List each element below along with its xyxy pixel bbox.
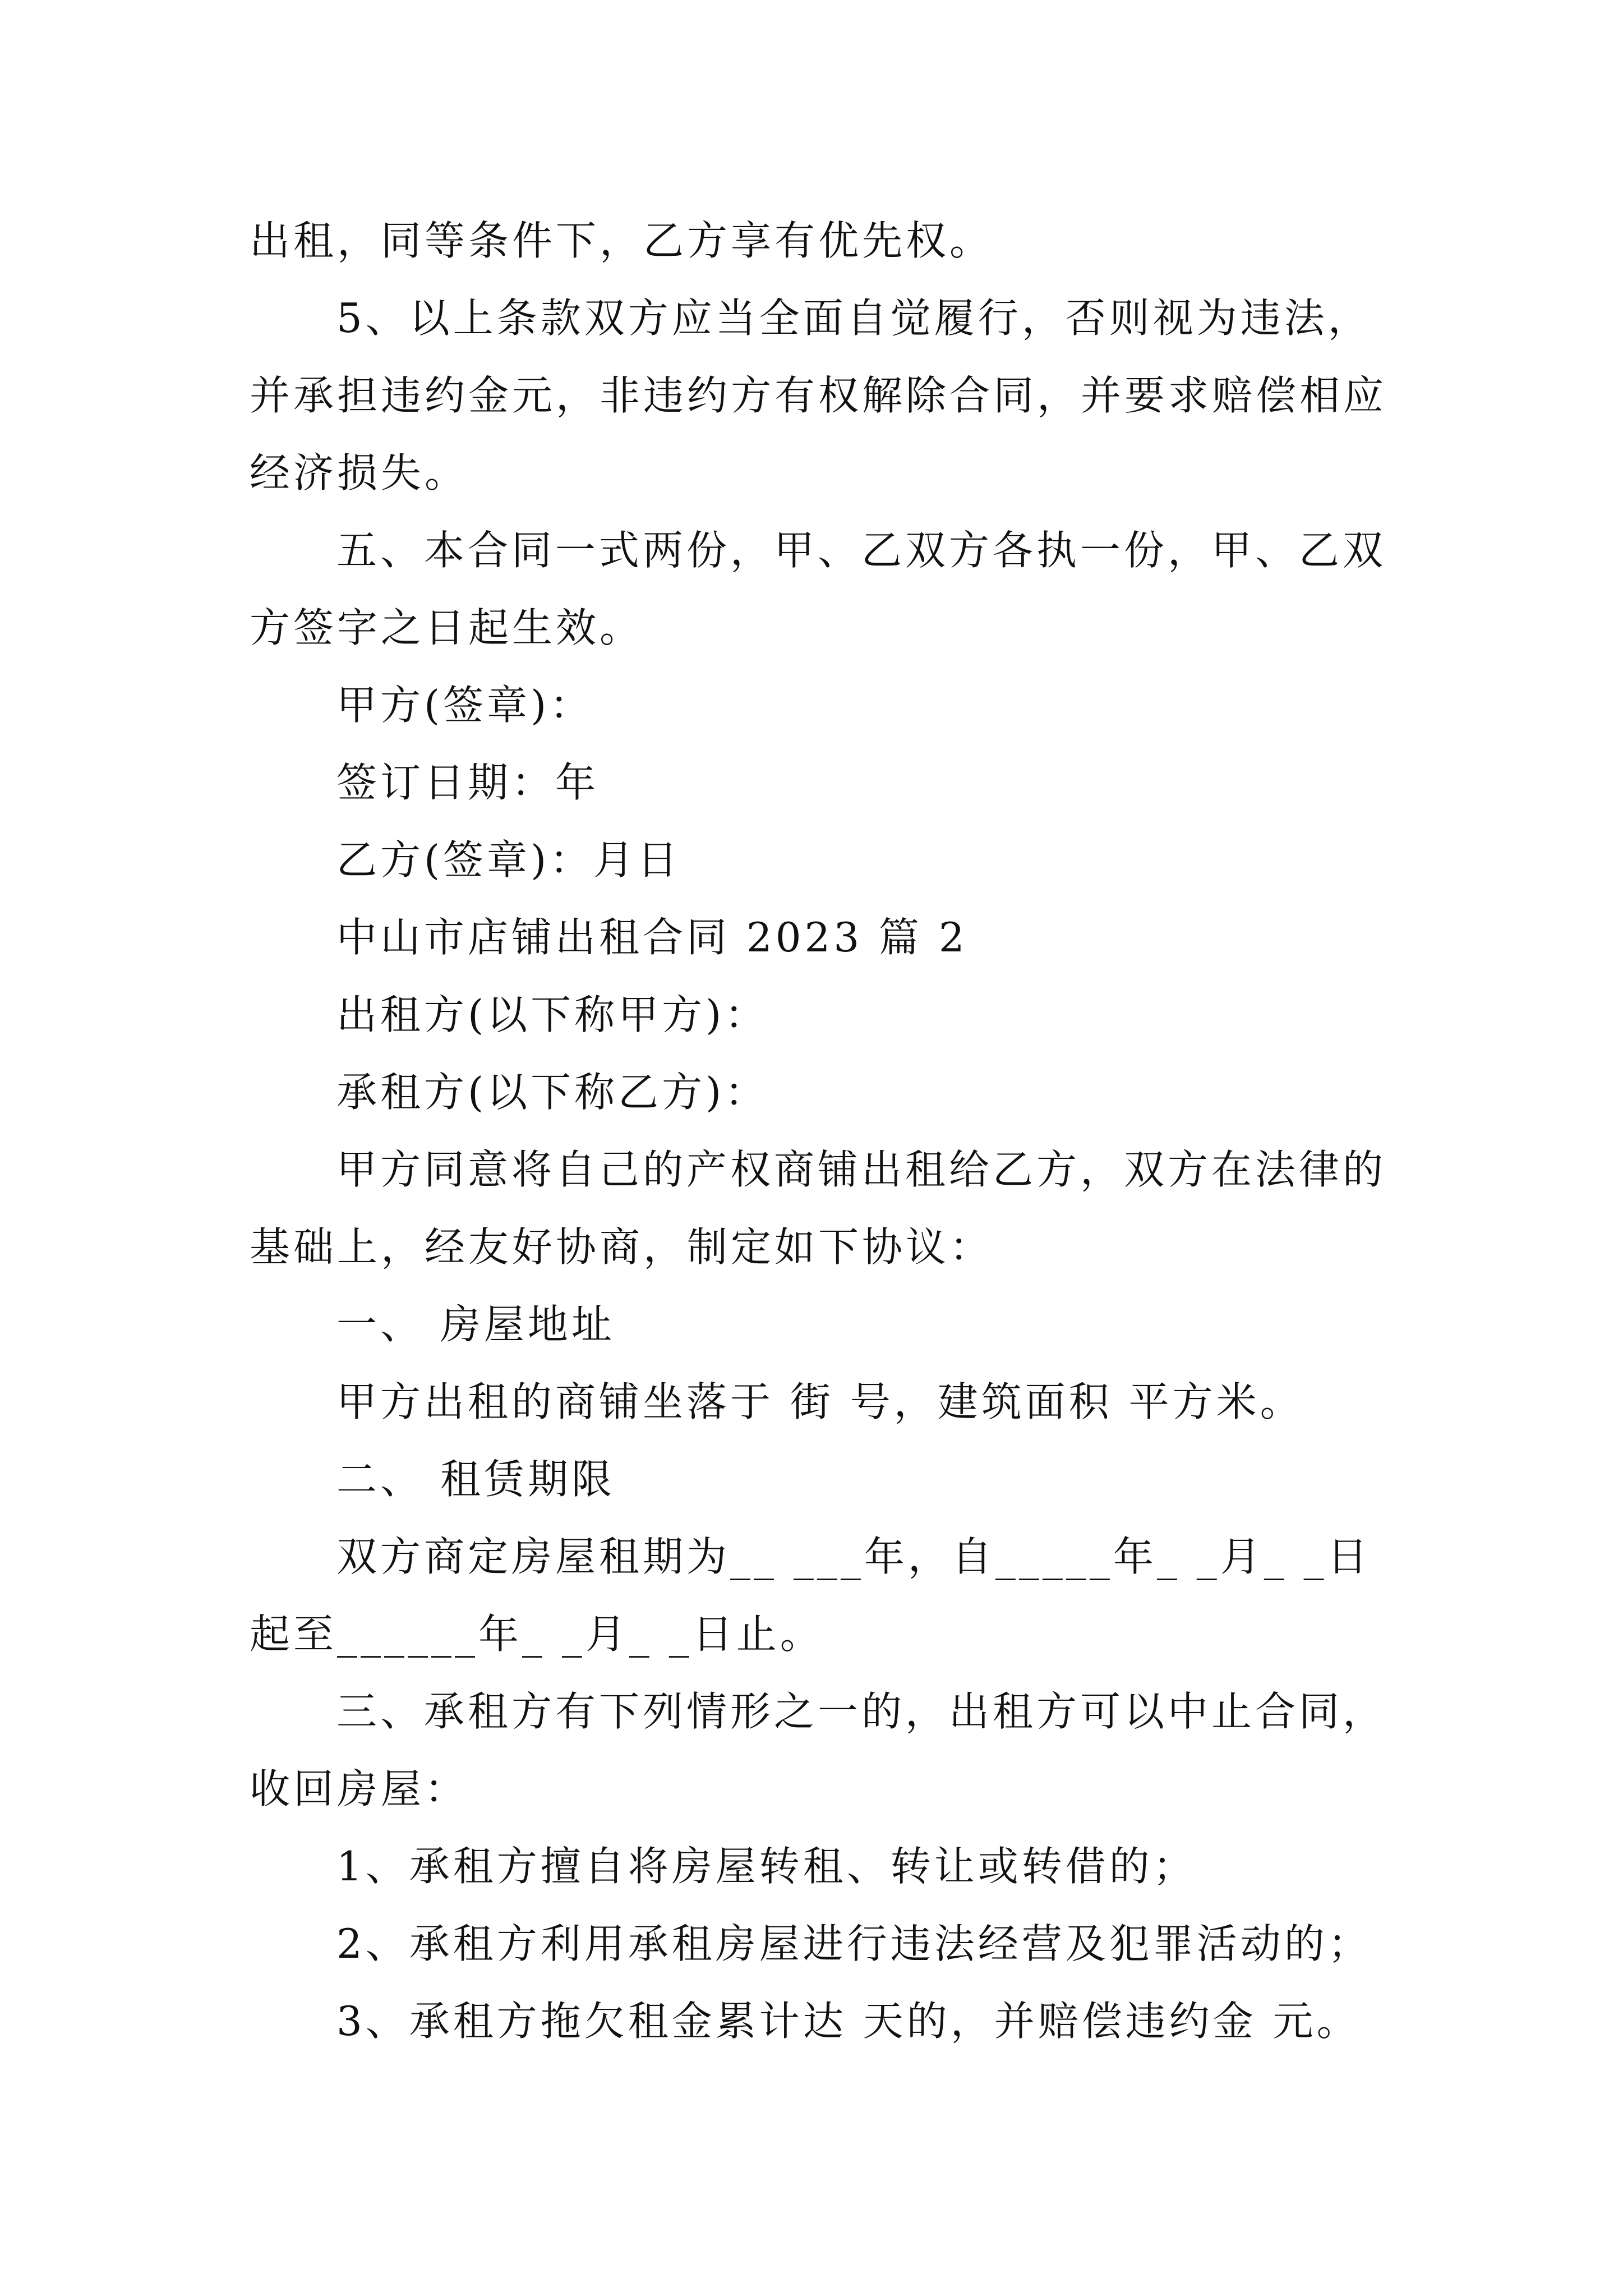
list-item-1: 1、承租方擅自将房屋转租、转让或转借的； [336,1843,1197,1890]
text-line-19: 起至______年_ _月_ _日止。 [250,1611,824,1658]
signing-date-line: 签订日期：年 [336,759,600,806]
list-item-3: 3、承租方拖欠租金累计达 天的，并赔偿违约金 元。 [336,1998,1361,2045]
text-line-1: 出租，同等条件下，乙方享有优先权。 [250,217,994,264]
contract-title: 中山市店铺出租合同 2023 篇 2 [336,914,968,961]
list-item-2: 2、承租方利用承租房屋进行违法经营及犯罪活动的； [336,1920,1372,1967]
party-a-signature-line: 甲方(签章)： [336,682,594,729]
text-line-6: 方签字之日起生效。 [250,604,644,651]
lessor-line: 出租方(以下称甲方)： [336,991,769,1038]
text-line-4: 经济损失。 [250,449,469,496]
text-line-21: 收回房屋： [250,1765,469,1812]
text-line-20: 三、承租方有下列情形之一的，出租方可以中止合同， [336,1688,1387,1735]
text-line-16: 甲方出租的商铺坐落于 街 号，建筑面积 平方米。 [336,1378,1304,1425]
text-line-2: 5、以上条款双方应当全面自觉履行，否则视为违法， [336,295,1372,342]
document-body [250,202,1394,2060]
text-line-14: 基础上，经友好协商，制定如下协议： [250,1223,994,1271]
text-line-3: 并承担违约金元，非违约方有权解除合同，并要求赔偿相应 [250,372,1387,419]
text-line-13: 甲方同意将自己的产权商铺出租给乙方，双方在法律的 [336,1146,1387,1193]
text-line-18: 双方商定房屋租期为__ ___年，自_____年_ _月_ _日 [336,1533,1371,1580]
text-line-5: 五、本合同一式两份，甲、乙双方各执一份，甲、乙双 [336,527,1387,574]
section-heading-address: 一、 房屋地址 [336,1301,615,1348]
section-heading-term: 二、 租赁期限 [336,1456,615,1503]
lessee-line: 承租方(以下称乙方)： [336,1069,769,1116]
party-b-signature-line: 乙方(签章)：月日 [336,836,681,884]
